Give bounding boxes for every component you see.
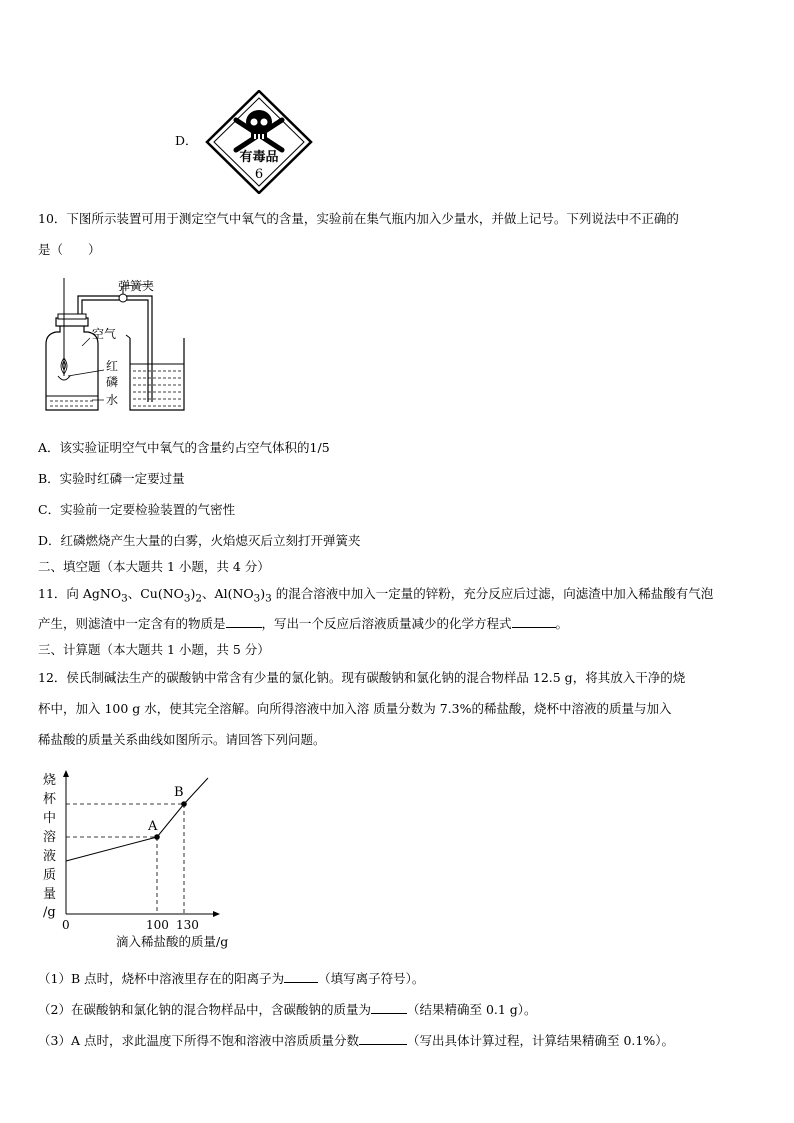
point-b-label: B — [174, 785, 184, 800]
toxic-hazard-sign — [204, 90, 314, 194]
section3-heading: 三、计算题（本大题共 1 小题，共 5 分） — [38, 642, 270, 657]
answer-blank[interactable] — [371, 1001, 407, 1014]
q12-sub2: （2）在碳酸钠和氯化钠的混合物样品中，含碳酸钠的质量为 （结果精确至 0.1 g）。 — [38, 1002, 537, 1017]
label-phosphorus: 磷 — [106, 375, 119, 389]
y-label-char: 杯 — [43, 792, 57, 807]
q10-option-c: C．实验前一定要检验装置的气密性 — [38, 502, 236, 517]
x-axis-label: 滴入稀盐酸的质量/g — [116, 934, 229, 949]
y-label-char: 烧 — [43, 773, 57, 788]
sign-text: 有毒品 — [239, 150, 279, 165]
point-b — [181, 801, 187, 807]
x-axis-arrow — [213, 911, 220, 917]
q10-stem-line1: 10．下图所示装置可用于测定空气中氧气的含量，实验前在集气瓶内加入少量水，并做上记号。下列说法中不正确的 — [38, 211, 679, 226]
q10-stem-line2: 是（ ） — [38, 242, 101, 257]
x-tick-100: 100 — [146, 918, 169, 932]
q10-option-d: D．红磷燃烧产生大量的白雾，火焰熄灭后立刻打开弹簧夹 — [38, 533, 361, 548]
answer-blank[interactable] — [284, 970, 318, 983]
y-axis-label — [43, 772, 57, 920]
y-label-char: 质 — [43, 868, 57, 883]
label-clamp: 弹簧夹 — [118, 279, 155, 293]
answer-blank[interactable] — [512, 615, 556, 628]
x-tick-130: 130 — [176, 918, 199, 932]
label-air: 空气 — [92, 327, 117, 341]
q12-stem-line3: 稀盐酸的质量关系曲线如图所示。请回答下列问题。 — [38, 732, 326, 747]
y-axis-arrow — [63, 770, 69, 777]
answer-blank[interactable] — [359, 1032, 407, 1045]
apparatus-diagram — [38, 276, 198, 416]
label-red: 红 — [106, 359, 119, 373]
y-label-char: 中 — [43, 811, 57, 826]
q12-stem-line2: 杯中，加入 100 g 水，使其完全溶解。向所得溶液中加入溶 质量分数为 7.3%的稀盐酸，烧杯中溶液的质量与加入 — [38, 701, 672, 716]
y-label-char: 量 — [43, 887, 57, 902]
origin-label: 0 — [62, 918, 70, 932]
series-line — [66, 778, 208, 861]
section2-heading: 二、填空题（本大题共 1 小题，共 4 分） — [38, 559, 270, 574]
point-a — [154, 834, 160, 840]
y-label-char: 液 — [43, 849, 57, 864]
point-a-label: A — [148, 819, 158, 834]
y-label-char: 溶 — [43, 830, 57, 845]
q11-line2: 产生，则滤渣中一定含有的物质是 ，写出一个反应后溶液质量减少的化学方程式 。 — [38, 616, 569, 631]
q12-stem-line1: 12．侯氏制碱法生产的碳酸钠中常含有少量的氯化钠。现有碳酸钠和氯化钠的混合物样品 12.5 g，将其放入干净的烧 — [38, 670, 686, 685]
answer-blank[interactable] — [226, 615, 262, 628]
q12-sub3: （3）A 点时，求此温度下所得不饱和溶液中溶质质量分数 （写出具体计算过程，计算结果精确至 0.1%）。 — [38, 1033, 674, 1048]
y-label-char: /g — [43, 905, 56, 920]
q12-sub1: （1）B 点时，烧杯中溶液里存在的阳离子为 （填写离子符号）。 — [38, 971, 425, 986]
mass-curve-chart — [40, 766, 260, 956]
q10-option-b: B．实验时红磷一定要过量 — [38, 471, 185, 486]
q10-option-a: A．该实验证明空气中氧气的含量约占空气体积的1/5 — [38, 440, 330, 455]
option-d-label: D． — [175, 133, 198, 148]
label-water: 水 — [106, 393, 119, 407]
q11-line1: 11．向 AgNO$_3$、$Cu(NO_3)_2$、$Al(NO_3)_3$ 的混合溶液中加入一定量的锌粉，充分反应后过滤，向滤渣中加入稀盐酸有气泡 — [38, 586, 714, 605]
sign-number: 6 — [254, 167, 264, 182]
